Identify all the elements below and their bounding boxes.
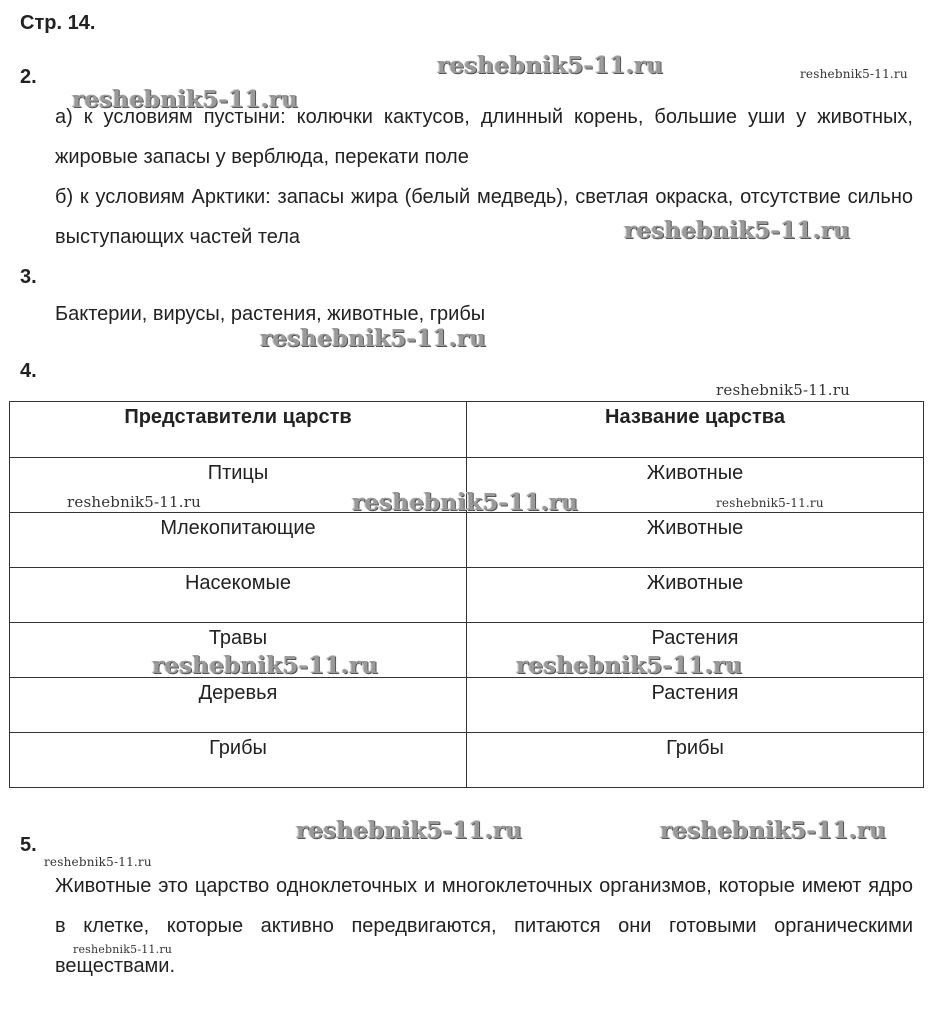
watermark: reshebnik5-11.ru	[72, 86, 299, 113]
task-2-number: 2.	[20, 66, 37, 88]
table-cell-representative: Птицы	[10, 458, 467, 513]
task-3-number: 3.	[20, 266, 37, 288]
watermark: reshebnik5-11.ru	[660, 817, 887, 844]
table-cell-kingdom: Животные	[467, 458, 924, 513]
table-cell-kingdom: Животные	[467, 568, 924, 623]
table-row	[10, 733, 924, 788]
task-2-paragraph-b: б) к условиям Арктики: запасы жира (белый медведь), светлая окраска, отсутствие сильно выступающих частей тела	[55, 186, 913, 248]
table-row	[10, 568, 924, 623]
table-cell-representative: Насекомые	[10, 568, 467, 623]
table-cell-kingdom: Растения	[467, 623, 924, 678]
watermark: reshebnik5-11.ru	[67, 493, 201, 511]
header-kingdom-name: Название царства	[467, 402, 924, 458]
table-row	[10, 678, 924, 733]
watermark: reshebnik5-11.ru	[352, 489, 579, 516]
table-cell-representative: Грибы	[10, 733, 467, 788]
watermark: reshebnik5-11.ru	[516, 652, 743, 679]
table-row	[10, 513, 924, 568]
watermark: reshebnik5-11.ru	[152, 652, 379, 679]
task-5-answer: Животные это царство одноклеточных и многоклеточных организмов, которые имеют ядро в клетке, которые активно передвигаются, питаются они готовыми органическими веществами.	[55, 875, 913, 977]
watermark: reshebnik5-11.ru	[716, 496, 824, 510]
task-5-number: 5.	[20, 834, 37, 856]
watermark: reshebnik5-11.ru	[716, 381, 850, 399]
watermark: reshebnik5-11.ru	[624, 217, 851, 244]
watermark: reshebnik5-11.ru	[437, 52, 664, 79]
table-cell-representative: Млекопитающие	[10, 513, 467, 568]
table-cell-kingdom: Животные	[467, 513, 924, 568]
watermark: reshebnik5-11.ru	[296, 817, 523, 844]
table-cell-kingdom: Растения	[467, 678, 924, 733]
header-representatives: Представители царств	[10, 402, 467, 458]
page-title: Стр. 14.	[20, 12, 96, 34]
watermark: reshebnik5-11.ru	[44, 855, 152, 869]
task-2-paragraph-a: а) к условиям пустыни: колючки кактусов, длинный корень, большие уши у животных, жировые запасы у верблюда, перекати поле	[55, 106, 913, 168]
watermark: reshebnik5-11.ru	[73, 943, 173, 956]
task-3-answer: Бактерии, вирусы, растения, животные, грибы	[55, 303, 486, 325]
table-cell-representative: Деревья	[10, 678, 467, 733]
table-row	[10, 623, 924, 678]
watermark: reshebnik5-11.ru	[260, 325, 487, 352]
kingdoms-table	[9, 401, 924, 788]
table-cell-kingdom: Грибы	[467, 733, 924, 788]
watermark: reshebnik5-11.ru	[800, 67, 908, 81]
table-header-row	[10, 402, 924, 458]
task-4-number: 4.	[20, 360, 37, 382]
table-cell-representative: Травы	[10, 623, 467, 678]
